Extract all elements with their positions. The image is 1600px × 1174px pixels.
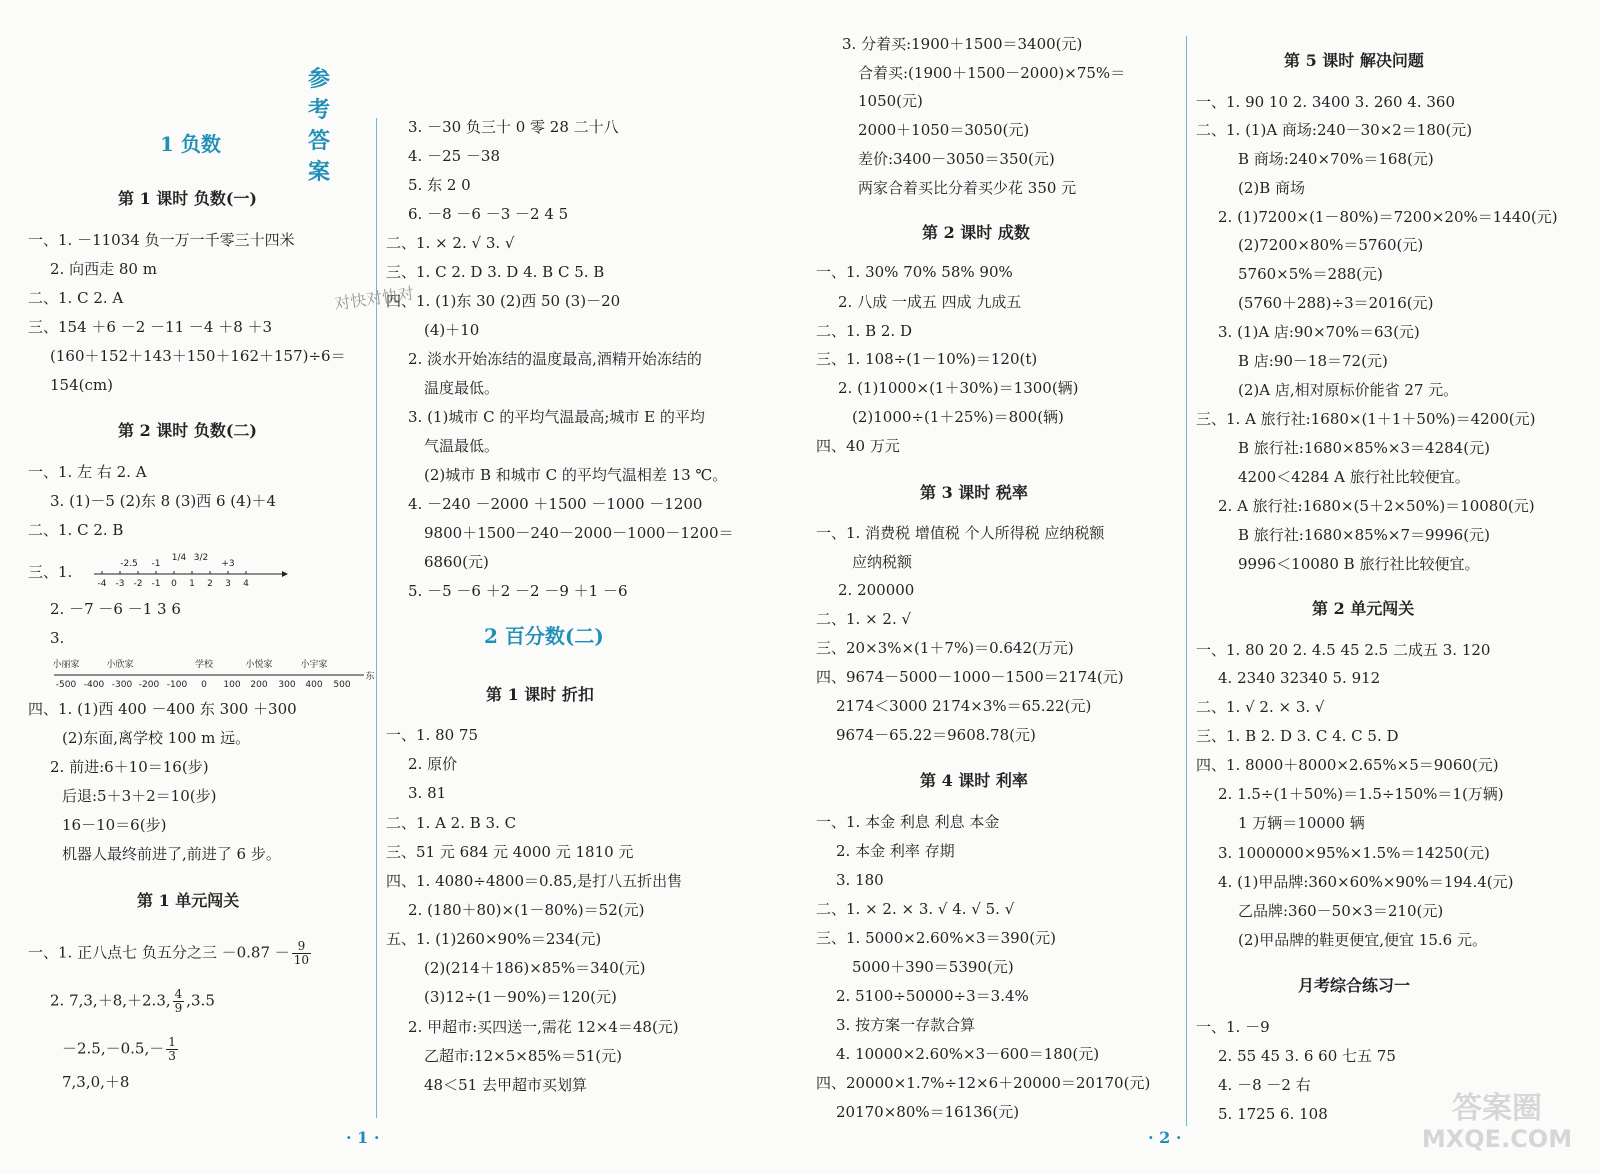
scale-label: -500 <box>55 680 77 690</box>
answer-line: 9996＜10080 B 旅行社比较便宜。 <box>1238 555 1480 573</box>
answer-line: 三、154 ＋6 －2 －11 －4 ＋8 ＋3 <box>28 318 273 336</box>
answer-line: 二、1. × 2. √ 3. √ <box>386 234 515 252</box>
point-label: -1 <box>151 559 161 569</box>
answer-line: 2. －7 －6 －1 3 6 <box>50 600 181 618</box>
answer-line: 温度最低。 <box>424 379 500 397</box>
scale-label: 400 <box>305 680 323 690</box>
answer-line: 二、1. B 2. D <box>816 322 912 340</box>
answer-line: 2. 本金 利率 存期 <box>836 842 955 860</box>
answer-line: 三、1. C 2. D 3. D 4. B C 5. B <box>386 263 605 281</box>
scale-label: -200 <box>138 680 160 690</box>
answer-line: 1050(元) <box>858 92 923 110</box>
section-heading: 第 1 课时 折扣 <box>486 685 594 704</box>
fraction: $\frac{9}{10}$ <box>293 939 310 967</box>
scale-label: -400 <box>83 680 105 690</box>
answer-line: 四、20000×1.7%÷12×6＋20000＝20170(元) <box>816 1074 1151 1092</box>
answer-line: 三、1. <box>28 563 73 581</box>
answer-line: 6. －8 －6 －3 －2 4 5 <box>408 205 569 223</box>
column-2 <box>380 0 780 1174</box>
answer-line: 2. (1)1000×(1＋30%)＝1300(辆) <box>838 379 1079 397</box>
answer-line: 2000＋1050＝3050(元) <box>858 121 1030 139</box>
place-label: 小悦家 <box>245 660 273 670</box>
answer-line: 差价:3400－3050＝350(元) <box>858 150 1055 168</box>
answer-line: 2. 1.5÷(1＋50%)＝1.5÷150%＝1(万辆) <box>1218 785 1504 803</box>
answer-line: (2)城市 B 和城市 C 的平均气温相差 13 ℃。 <box>424 466 728 484</box>
answer-line: 2. 5100÷50000÷3＝3.4% <box>836 987 1029 1005</box>
page-number-2: · 2 · <box>1148 1128 1182 1147</box>
answer-line: 四、9674－5000－1000－1500＝2174(元) <box>816 668 1124 686</box>
answer-line: 2. 200000 <box>838 581 915 599</box>
tick-label: 1 <box>189 579 195 589</box>
scale-label: 200 <box>250 680 268 690</box>
answer-line: 四、40 万元 <box>816 437 900 455</box>
answer-line: 3. (1)A 店:90×70%＝63(元) <box>1218 323 1420 341</box>
answer-line: (2)B 商场 <box>1238 179 1306 197</box>
answer-line: 3. (1)－5 (2)东 8 (3)西 6 (4)＋4 <box>50 492 277 510</box>
answer-line: 一、1. －11034 负一万一千零三十四米 <box>28 231 295 249</box>
answer-line: 三、1. 108÷(1－10%)＝120(t) <box>816 350 1038 368</box>
answer-line: 二、1. √ 2. × 3. √ <box>1196 698 1325 716</box>
answer-line: 一、1. 80 20 2. 4.5 45 2.5 二成五 3. 120 <box>1196 641 1491 659</box>
fraction: $\frac{4}{9}$ <box>174 987 183 1015</box>
answer-line: 2174＜3000 2174×3%＝65.22(元) <box>836 697 1092 715</box>
scale-label: 0 <box>201 680 207 690</box>
point-label: 3/2 <box>193 553 209 563</box>
point-label: 1/4 <box>171 553 187 563</box>
place-label: 小丽家 <box>52 660 80 670</box>
tick-label: 4 <box>243 579 249 589</box>
answer-line: 3. 1000000×95%×1.5%＝14250(元) <box>1218 844 1490 862</box>
answer-line: 一、1. 30% 70% 58% 90% <box>816 263 1013 281</box>
answer-line: B 店:90－18＝72(元) <box>1238 352 1388 370</box>
section-heading: 第 2 课时 成数 <box>922 223 1030 242</box>
section-heading: 第 4 课时 利率 <box>920 771 1028 790</box>
answer-line: (2)(214＋186)×85%＝340(元) <box>424 959 646 977</box>
answer-line: 1 万辆＝10000 辆 <box>1238 814 1365 832</box>
answer-line: 16－10＝6(步) <box>62 816 167 834</box>
answer-line: 三、51 元 684 元 4000 元 1810 元 <box>386 843 634 861</box>
unit-heading-1: 1 负数 <box>160 132 221 156</box>
answer-line: 二、1. × 2. √ <box>816 610 912 628</box>
answer-line: 2. (1)7200×(1－80%)＝7200×20%＝1440(元) <box>1218 208 1558 226</box>
distance-line-figure <box>46 655 380 695</box>
answer-line: 2. 甲超市:买四送一,需花 12×4＝48(元) <box>408 1018 679 1036</box>
answer-line: 5000＋390＝5390(元) <box>852 958 1014 976</box>
answer-line: 2. 55 45 3. 6 60 七五 75 <box>1218 1047 1396 1065</box>
tick-label: -1 <box>151 579 161 589</box>
answer-line: 二、1. A 2. B 3. C <box>386 814 517 832</box>
section-heading: 第 5 课时 解决问题 <box>1284 51 1424 70</box>
answer-line: 7,3,0,＋8 <box>62 1073 130 1091</box>
answer-line: 3. 81 <box>408 784 447 802</box>
answer-line: 三、1. 5000×2.60%×3＝390(元) <box>816 929 1056 947</box>
point-label: +3 <box>221 559 235 569</box>
answer-line: (4)＋10 <box>424 321 480 339</box>
answer-line: 4. －240 －2000 ＋1500 －1000 －1200 <box>408 495 703 513</box>
column-divider <box>1186 36 1187 1126</box>
point-label: -2.5 <box>120 559 138 569</box>
answer-line: 四、1. 4080÷4800＝0.85,是打八五折出售 <box>386 872 683 890</box>
answer-line: B 旅行社:1680×85%×3＝4284(元) <box>1238 439 1490 457</box>
answer-line: 一、1. －9 <box>1196 1018 1270 1036</box>
tick-label: 0 <box>171 579 177 589</box>
answer-line: 48＜51 去甲超市买划算 <box>424 1076 587 1094</box>
answer-line: 四、1. (1)东 30 (2)西 50 (3)－20 <box>386 292 621 310</box>
column-1 <box>0 0 380 1174</box>
answer-line: 三、20×3%×(1＋7%)＝0.642(万元) <box>816 639 1074 657</box>
answer-line: 2. 前进:6＋10＝16(步) <box>50 758 209 776</box>
scale-label: 100 <box>223 680 241 690</box>
section-heading: 第 3 课时 税率 <box>920 483 1028 502</box>
answer-line: 3. －30 负三十 0 零 28 二十八 <box>408 118 619 136</box>
tick-label: -3 <box>115 579 125 589</box>
answer-line: 4. 2340 32340 5. 912 <box>1218 669 1381 687</box>
answer-line: 2. 八成 一成五 四成 九成五 <box>838 293 1022 311</box>
answer-line: 4. (1)甲品牌:360×60%×90%＝194.4(元) <box>1218 873 1514 891</box>
answer-line: 6860(元) <box>424 553 489 571</box>
answer-line: 154(cm) <box>50 376 113 394</box>
answer-line: 9800＋1500－240－2000－1000－1200＝ <box>424 524 734 542</box>
answer-line: 2. 淡水开始冻结的温度最高,酒精开始冻结的 <box>408 350 702 368</box>
answer-line: (2)A 店,相对原标价能省 27 元。 <box>1238 381 1459 399</box>
page-number-1: · 1 · <box>346 1128 380 1147</box>
answer-line: 二、1. (1)A 商场:240－30×2＝180(元) <box>1196 121 1473 139</box>
answer-line: 3. (1)城市 C 的平均气温最高;城市 E 的平均 <box>408 408 705 426</box>
answer-line: 一、1. 90 10 2. 3400 3. 260 4. 360 <box>1196 93 1455 111</box>
answer-line: 3. <box>50 629 65 647</box>
answer-line: 乙品牌:360－50×3＝210(元) <box>1238 902 1444 920</box>
answer-line: (2)甲品牌的鞋更便宜,便宜 15.6 元。 <box>1238 931 1487 949</box>
answer-line: 三、1. B 2. D 3. C 4. C 5. D <box>1196 727 1399 745</box>
answer-line: 二、1. × 2. × 3. √ 4. √ 5. √ <box>816 900 1015 918</box>
answer-line: 2. 向西走 80 m <box>50 260 157 278</box>
scale-label: -300 <box>111 680 133 690</box>
answer-line: 3. 分着买:1900＋1500＝3400(元) <box>842 35 1083 53</box>
answer-line: 一、1. 左 右 2. A <box>28 463 147 481</box>
tick-label: -2 <box>133 579 143 589</box>
answer-line: 2. 7,3,＋8,＋2.3, $\frac{4}{9}$ ,3.5 <box>50 987 215 1015</box>
answer-line: 机器人最终前进了,前进了 6 步。 <box>62 845 281 863</box>
answer-line: 一、1. 消费税 增值税 个人所得税 应纳税额 <box>816 524 1105 542</box>
section-heading: 第 2 单元闯关 <box>1312 599 1415 618</box>
answer-line: 4200＜4284 A 旅行社比较便宜。 <box>1238 468 1470 486</box>
answer-line: 一、1. 正八点七 负五分之三 －0.87 － $\frac{9}{10}$ <box>28 939 310 967</box>
answer-line: 应纳税额 <box>852 553 913 571</box>
answer-line: (160＋152＋143＋150＋162＋157)÷6＝ <box>50 347 346 365</box>
answer-line: 乙超市:12×5×85%＝51(元) <box>424 1047 622 1065</box>
answer-line: 4. 10000×2.60%×3－600＝180(元) <box>836 1045 1100 1063</box>
unit-heading-2: 2 百分数(二) <box>484 624 604 648</box>
answer-line: 一、1. 80 75 <box>386 726 479 744</box>
scale-label: 500 <box>333 680 351 690</box>
answer-line: B 旅行社:1680×85%×7＝9996(元) <box>1238 526 1490 544</box>
answer-line: 两家合着买比分着买少花 350 元 <box>858 179 1077 197</box>
scale-label: 300 <box>278 680 296 690</box>
answer-line: 二、1. C 2. A <box>28 289 124 307</box>
scale-label: -100 <box>166 680 188 690</box>
answer-line: 5. 东 2 0 <box>408 176 471 194</box>
fraction: $\frac{1}{3}$ <box>168 1035 176 1063</box>
number-line-figure <box>90 546 290 590</box>
place-label: 学校 <box>194 660 214 670</box>
answer-line: 2. 原价 <box>408 755 458 773</box>
answer-line: 5760×5%＝288(元) <box>1238 265 1383 283</box>
answer-line: －2.5,－0.5,－ $\frac{1}{3}$ <box>62 1035 176 1063</box>
answer-line: 4. －8 －2 右 <box>1218 1076 1311 1094</box>
section-heading: 第 1 课时 负数(一) <box>118 189 257 208</box>
tick-label: -4 <box>97 579 107 589</box>
answer-line: B 商场:240×70%＝168(元) <box>1238 150 1434 168</box>
watermark: 答案圈 MXQE.COM <box>1421 1091 1573 1153</box>
answer-line: (2)7200×80%＝5760(元) <box>1238 236 1424 254</box>
answer-line: 气温最低。 <box>424 437 500 455</box>
answer-line: 后退:5＋3＋2＝10(步) <box>62 787 217 805</box>
answer-line: (5760＋288)÷3＝2016(元) <box>1238 294 1434 312</box>
answer-line: 2. A 旅行社:1680×(5＋2×50%)＝10080(元) <box>1218 497 1535 515</box>
stamp: 对快对快对 <box>333 283 416 314</box>
answer-line: 五、1. (1)260×90%＝234(元) <box>386 930 602 948</box>
column-3 <box>800 0 1180 1174</box>
answer-line: 5. 1725 6. 108 <box>1218 1105 1328 1123</box>
answer-line: (2)东面,离学校 100 m 远。 <box>62 729 251 747</box>
answer-line: 3. 180 <box>836 871 884 889</box>
answer-line: 四、1. 8000＋8000×2.65%×5＝9060(元) <box>1196 756 1499 774</box>
place-label: 小欣家 <box>106 660 134 670</box>
answer-line: 20170×80%＝16136(元) <box>836 1103 1020 1121</box>
answer-line: (2)1000÷(1＋25%)＝800(辆) <box>852 408 1064 426</box>
answer-line: 二、1. C 2. B <box>28 521 124 539</box>
column-4 <box>1190 0 1600 1174</box>
answer-line: 合着买:(1900＋1500－2000)×75%＝ <box>858 64 1126 82</box>
answer-line: 3. 按方案一存款合算 <box>836 1016 976 1034</box>
answer-line: 5. －5 －6 ＋2 －2 －9 ＋1 －6 <box>408 582 628 600</box>
answer-line: (3)12÷(1－90%)＝120(元) <box>424 988 617 1006</box>
answer-line: 2. (180＋80)×(1－80%)＝52(元) <box>408 901 645 919</box>
answer-line: 一、1. 本金 利息 利息 本金 <box>816 813 1000 831</box>
page-title: 参 考 答 案 <box>308 66 341 185</box>
answer-line: 9674－65.22＝9608.78(元) <box>836 726 1036 744</box>
column-divider <box>376 118 377 1118</box>
answer-line: 四、1. (1)西 400 －400 东 300 ＋300 <box>28 700 297 718</box>
section-heading: 月考综合练习一 <box>1298 976 1411 995</box>
tick-label: 2 <box>207 579 213 589</box>
tick-label: 3 <box>225 579 231 589</box>
answer-line: 三、1. A 旅行社:1680×(1＋1＋50%)＝4200(元) <box>1196 410 1536 428</box>
section-heading: 第 1 单元闯关 <box>137 891 240 910</box>
place-label: 小宇家 <box>300 660 328 670</box>
answer-line: 4. －25 －38 <box>408 147 501 165</box>
section-heading: 第 2 课时 负数(二) <box>118 421 257 440</box>
direction-label: 东 <box>365 672 375 682</box>
